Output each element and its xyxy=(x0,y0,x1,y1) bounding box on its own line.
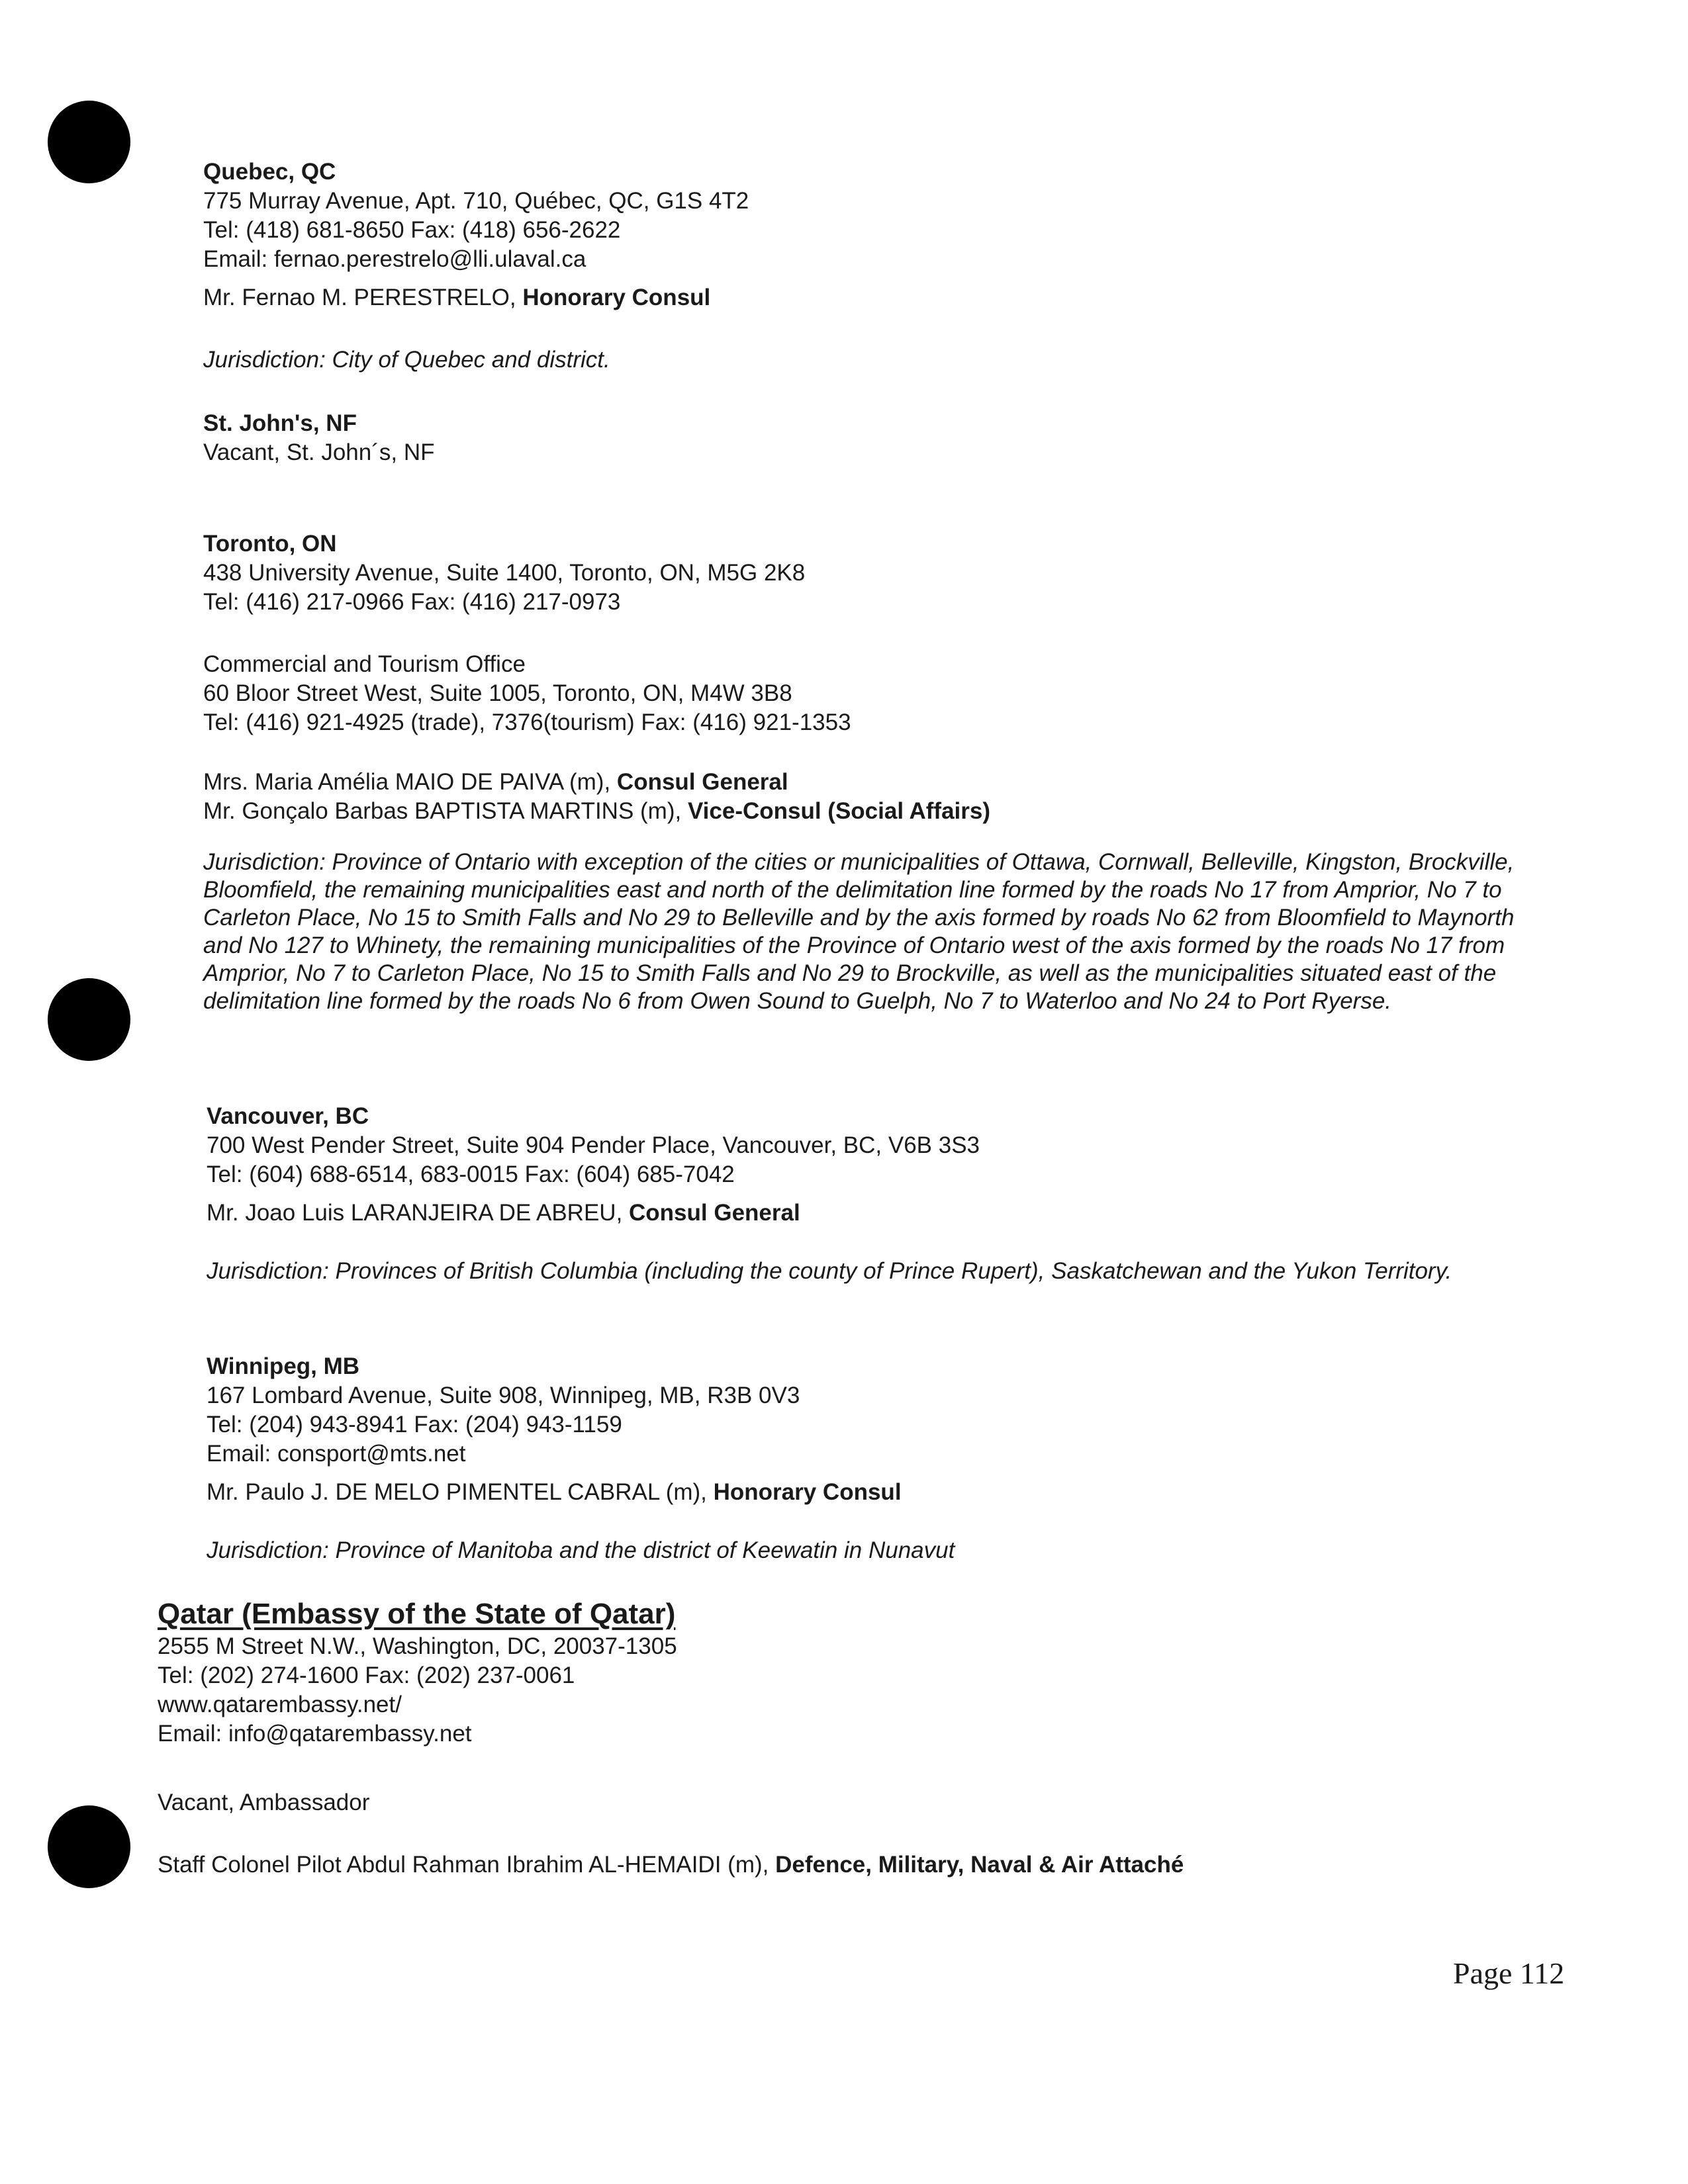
address-line: 167 Lombard Avenue, Suite 908, Winnipeg, MB, R3B 0V3 xyxy=(207,1383,800,1408)
city-heading: Quebec, QC xyxy=(203,159,336,185)
country-heading: Qatar (Embassy of the State of Qatar) xyxy=(158,1598,676,1630)
consulate-st-johns xyxy=(203,409,435,467)
city-heading: St. John's, NF xyxy=(203,410,357,436)
city-heading: Winnipeg, MB xyxy=(207,1353,360,1379)
address-line: Vacant, St. John´s, NF xyxy=(203,439,435,465)
staff-name: Mr. Paulo J. DE MELO PIMENTEL CABRAL (m), xyxy=(207,1479,714,1505)
jurisdiction xyxy=(207,1257,1464,1286)
staff-name: Staff Colonel Pilot Abdul Rahman Ibrahim AL-HEMAIDI (m), xyxy=(158,1852,776,1878)
jurisdiction xyxy=(203,345,749,375)
binder-hole-bottom xyxy=(48,1805,130,1888)
jurisdiction-text: City of Quebec and district. xyxy=(332,347,610,373)
website-line: www.qatarembassy.net/ xyxy=(158,1692,402,1717)
phone-line: Tel: (204) 943-8941 Fax: (204) 943-1159 xyxy=(207,1412,622,1437)
city-heading: Vancouver, BC xyxy=(207,1103,369,1129)
staff-entry xyxy=(207,1199,1464,1228)
phone-line: Tel: (202) 274-1600 Fax: (202) 237-0061 xyxy=(158,1662,575,1688)
staff-title: Vice-Consul (Social Affairs) xyxy=(687,798,991,824)
staff-name: Mrs. Maria Amélia MAIO DE PAIVA (m), xyxy=(203,769,617,795)
jurisdiction-label: Jurisdiction: xyxy=(207,1537,329,1563)
office-phone: Tel: (416) 921-4925 (trade), 7376(tourism) Fax: (416) 921-1353 xyxy=(203,709,851,735)
address-line: 2555 M Street N.W., Washington, DC, 20037-1305 xyxy=(158,1633,677,1659)
jurisdiction-label: Jurisdiction: xyxy=(203,347,326,373)
consulate-winnipeg xyxy=(207,1352,955,1565)
address-line: 700 West Pender Street, Suite 904 Pender Place, Vancouver, BC, V6B 3S3 xyxy=(207,1132,980,1158)
address-line: 438 University Avenue, Suite 1400, Toronto, ON, M5G 2K8 xyxy=(203,560,806,586)
office-address: 60 Bloor Street West, Suite 1005, Toronto, ON, M4W 3B8 xyxy=(203,680,792,706)
attache-entry xyxy=(158,1850,1184,1880)
consulate-vancouver xyxy=(207,1102,1464,1286)
staff-entry xyxy=(207,1478,955,1507)
jurisdiction-label: Jurisdiction: xyxy=(207,1258,329,1284)
staff-entry xyxy=(203,283,749,312)
address-line: 775 Murray Avenue, Apt. 710, Québec, QC, G1S 4T2 xyxy=(203,188,749,214)
jurisdiction-text: Province of Manitoba and the district of Keewatin in Nunavut xyxy=(335,1537,955,1563)
jurisdiction xyxy=(207,1536,955,1565)
staff-title: Honorary Consul xyxy=(522,285,711,310)
phone-line: Tel: (416) 217-0966 Fax: (416) 217-0973 xyxy=(203,589,621,615)
staff-entry xyxy=(203,768,1554,797)
page-number: Page 112 xyxy=(1453,1956,1565,1990)
staff-entry xyxy=(203,797,1554,826)
staff-title: Honorary Consul xyxy=(713,1479,902,1505)
binder-hole-middle xyxy=(48,978,130,1061)
binder-hole-top xyxy=(48,101,130,183)
office-name: Commercial and Tourism Office xyxy=(203,651,526,677)
jurisdiction xyxy=(203,848,1554,1015)
embassy-qatar xyxy=(158,1596,1184,1880)
jurisdiction-label: Jurisdiction: xyxy=(203,849,326,875)
consulate-quebec xyxy=(203,158,749,375)
email-line: Email: fernao.perestrelo@lli.ulaval.ca xyxy=(203,246,586,272)
phone-line: Tel: (418) 681-8650 Fax: (418) 656-2622 xyxy=(203,217,621,243)
staff-name: Mr. Fernao M. PERESTRELO, xyxy=(203,285,523,310)
jurisdiction-text: Province of Ontario with exception of the cities or municipalities of Ottawa, Cornwall, Belleville, Kingston, Brockville, Bloomfield, the remaining municipalities east and north of the delimitation line formed by the roads No 17 from Amprior, No 7 to Carleton Place, No 15 to Smith Falls and No 29 to Belleville and by the axis formed by roads No 62 from Bloomfield to Maynorth and No 127 to Whinety, the remaining municipalities of the Province of Ontario west of the axis formed by the roads No 17 from Amprior, No 7 to Carleton Place, No 15 to Smith Falls and No 29 to Brockville, as well as the municipalities situated east of the delimitation line formed by the roads No 6 from Owen Sound to Guelph, No 7 to Waterloo and No 24 to Port Ryerse. xyxy=(203,849,1515,1014)
city-heading: Toronto, ON xyxy=(203,531,337,557)
staff-title: Defence, Military, Naval & Air Attaché xyxy=(775,1852,1184,1878)
email-line: Email: consport@mts.net xyxy=(207,1441,466,1467)
staff-title: Consul General xyxy=(616,769,788,795)
staff-name: Mr. Joao Luis LARANJEIRA DE ABREU, xyxy=(207,1200,630,1226)
staff-title: Consul General xyxy=(629,1200,800,1226)
email-line: Email: info@qatarembassy.net xyxy=(158,1721,472,1747)
ambassador-entry: Vacant, Ambassador xyxy=(158,1790,370,1815)
jurisdiction-text: Provinces of British Columbia (including the county of Prince Rupert), Saskatchewan and the Yukon Territory. xyxy=(335,1258,1452,1284)
phone-line: Tel: (604) 688-6514, 683-0015 Fax: (604) 685-7042 xyxy=(207,1161,735,1187)
staff-name: Mr. Gonçalo Barbas BAPTISTA MARTINS (m), xyxy=(203,798,688,824)
consulate-toronto xyxy=(203,529,1554,1015)
